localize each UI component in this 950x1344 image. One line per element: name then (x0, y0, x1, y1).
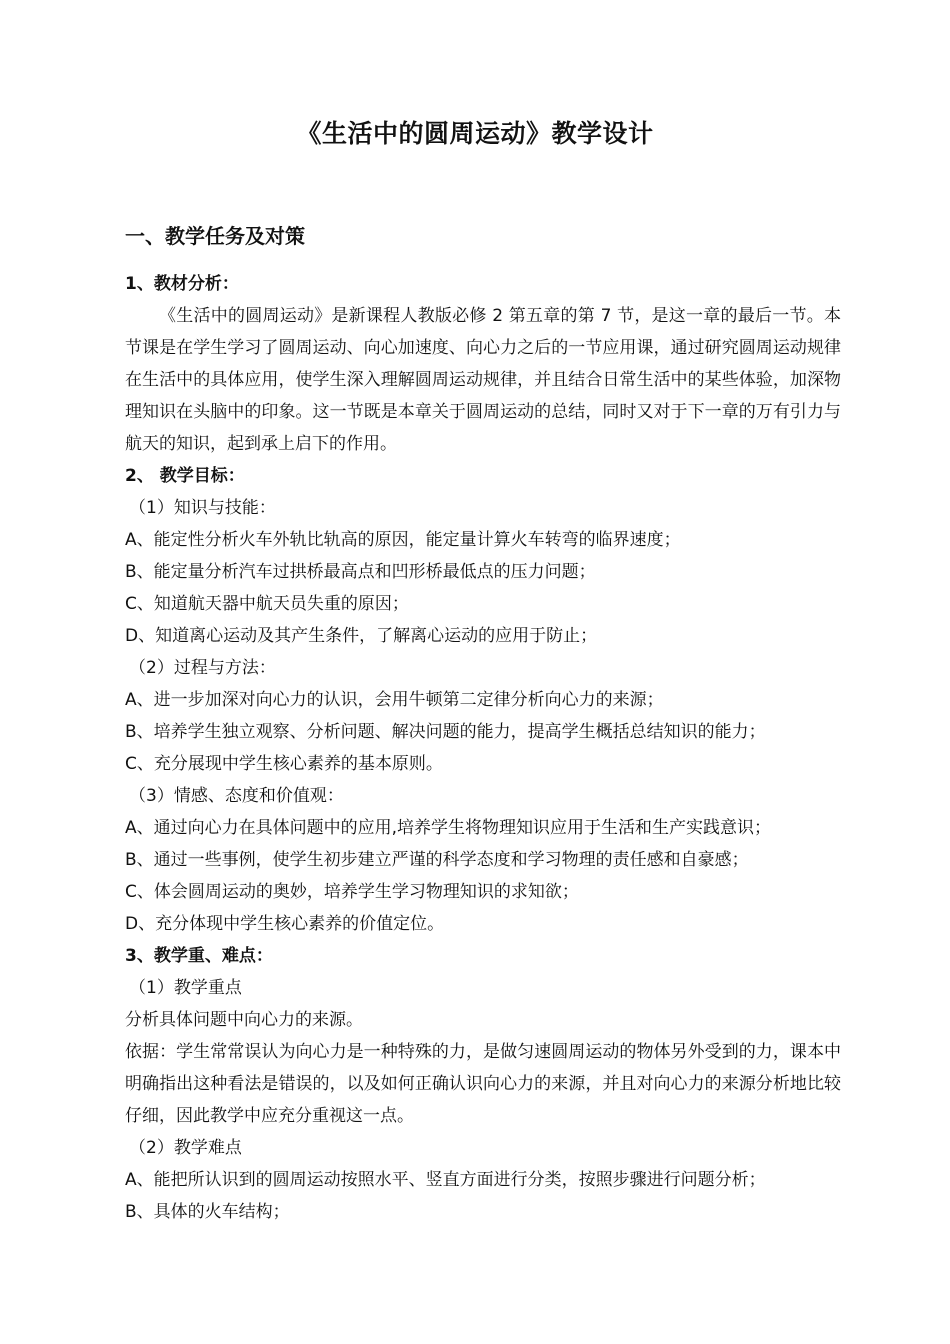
key-point-basis-paragraph: 依据：学生常常误认为向心力是一种特殊的力，是做匀速圆周运动的物体另外受到的力，课本中明确指出这种看法是错误的，以及如何正确认识向心力的来源，并且对向心力的来源分析地比较仔细，因此教学中应充分重视这一点。 (125, 1042, 841, 1126)
list-item: B、培养学生独立观察、分析问题、解决问题的能力，提高学生概括总结知识的能力； (125, 722, 766, 742)
list-item: B、通过一些事例，使学生初步建立严谨的科学态度和学习物理的责任感和自豪感； (125, 850, 749, 870)
textbook-analysis-paragraph: 《生活中的圆周运动》是新课程人教版必修 2 第五章的第 7 节，是这一章的最后一节。本节课是在学生学习了圆周运动、向心加速度、向心力之后的一节应用课，通过研究圆周运动规律在生活中的具体应用，使学生深入理解圆周运动规律，并且结合日常生活中的某些体验，加深物理知识在头脑中的印象。这一节既是本章关于圆周运动的总结，同时又对于下一章的万有引力与航天的知识，起到承上启下的作用。 (125, 306, 841, 454)
list-item: C、知道航天器中航天员失重的原因； (125, 594, 409, 614)
subsection-heading-textbook-analysis: 1、教材分析： (125, 274, 239, 294)
goal-group-label: （3）情感、态度和价值观： (129, 786, 344, 806)
goal-group-label: （1）知识与技能： (129, 498, 276, 518)
key-point-text: 分析具体问题中向心力的来源。 (125, 1010, 363, 1030)
list-item: C、体会圆周运动的奥妙，培养学生学习物理知识的求知欲； (125, 882, 579, 902)
goal-group-label: （2）过程与方法： (129, 658, 276, 678)
list-item: A、进一步加深对向心力的认识，会用牛顿第二定律分析向心力的来源； (125, 690, 664, 710)
document-body (125, 268, 841, 1228)
list-item: B、能定量分析汽车过拱桥最高点和凹形桥最低点的压力问题； (125, 562, 596, 582)
list-item: A、通过向心力在具体问题中的应用,培养学生将物理知识应用于生活和生产实践意识； (125, 818, 772, 838)
list-item: A、能定性分析火车外轨比轨高的原因，能定量计算火车转弯的临界速度； (125, 530, 681, 550)
list-item: C、充分展现中学生核心素养的基本原则。 (125, 754, 443, 774)
list-item: D、知道离心运动及其产生条件，了解离心运动的应用于防止； (125, 626, 598, 646)
document-title: 《生活中的圆周运动》教学设计 (296, 119, 654, 148)
key-point-label: （1）教学重点 (129, 978, 242, 998)
list-item: B、具体的火车结构； (125, 1202, 290, 1222)
difficult-point-label: （2）教学难点 (129, 1138, 242, 1158)
list-item: D、充分体现中学生核心素养的价值定位。 (125, 914, 445, 934)
subsection-heading-key-difficult-points: 3、教学重、难点： (125, 946, 273, 966)
list-item: A、能把所认识到的圆周运动按照水平、竖直方面进行分类，按照步骤进行问题分析； (125, 1170, 766, 1190)
subsection-heading-teaching-goals: 2、 教学目标： (125, 466, 245, 486)
section-heading: 一、教学任务及对策 (125, 224, 305, 248)
